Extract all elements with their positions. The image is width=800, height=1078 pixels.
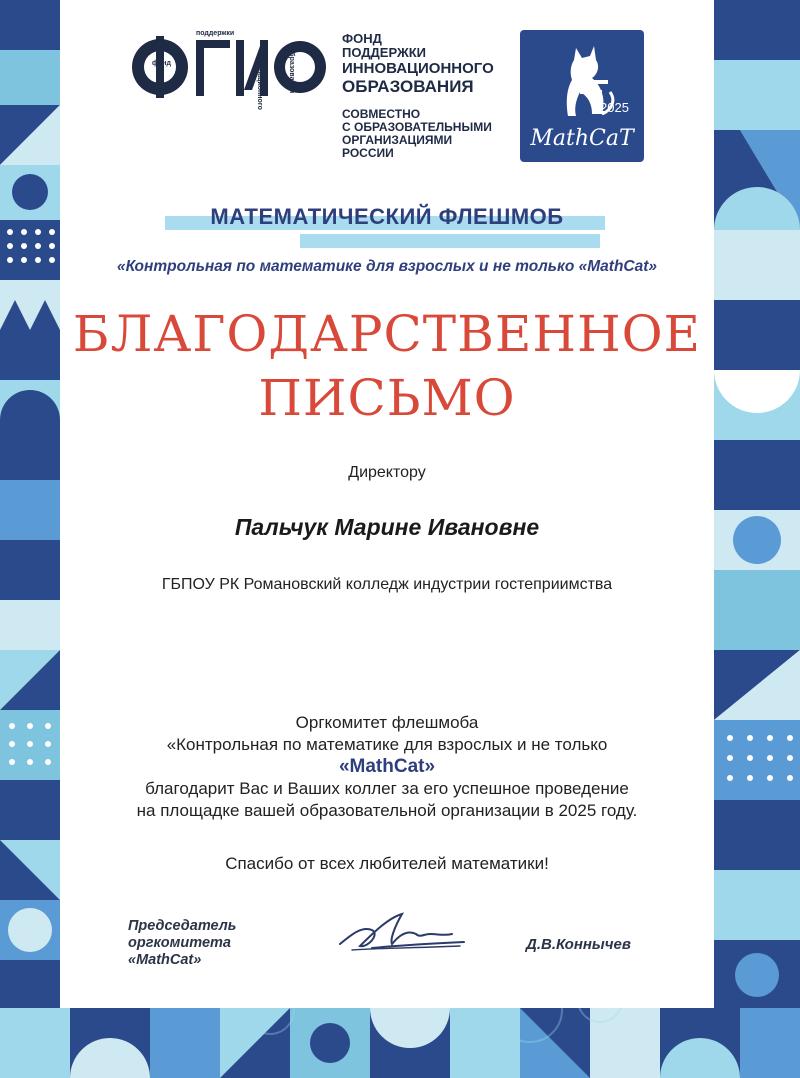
body-line-5: на площадке вашей образовательной организации в 2025 году. [136, 801, 638, 820]
left-border-pattern [0, 0, 60, 1010]
subtitle-band [300, 234, 600, 248]
signature-role-line-1: Председатель [128, 918, 237, 934]
logo-arc-top: поддержки [196, 30, 235, 37]
fund-line-4: ОБРАЗОВАНИЯ [342, 77, 474, 96]
fund-line-2: ПОДДЕРЖКИ [342, 45, 427, 60]
body-line-2: «Контрольная по математике для взрослых и не только [166, 735, 608, 754]
document-title-line-1: БЛАГОДАРСТВЕННОЕ [72, 305, 702, 363]
fund-line-1: ФОНД [342, 31, 382, 46]
handwritten-signature [332, 904, 472, 960]
mathcat-name: MathCaT [530, 126, 634, 151]
partner-line-3: ОРГАНИЗАЦИЯМИ [342, 133, 453, 147]
event-title: МАТЕМАТИЧЕСКИЙ ФЛЕШМОБ [210, 204, 564, 229]
partner-text [342, 108, 492, 160]
signature-role [128, 918, 236, 969]
document-title-line-2: ПИСЬМО [258, 369, 516, 427]
fund-name [342, 32, 494, 96]
signer-name: Д.В.Коннычев [526, 936, 631, 953]
recipient-organization: ГБПОУ РК Романовский колледж индустрии гостеприимства [161, 576, 613, 593]
partner-line-1: СОВМЕСТНО [342, 107, 421, 121]
mathcat-emblem [520, 30, 644, 162]
thanks-line: Спасибо от всех любителей математики! [225, 854, 549, 873]
body-line-3: «MathCat» [338, 756, 436, 777]
signature-role-line-2: оргкомитета [128, 935, 231, 951]
letter-body [60, 712, 714, 822]
signature-role-line-3: «MathCat» [128, 952, 202, 968]
recipient-name: Пальчук Марине Ивановне [234, 514, 540, 540]
body-line-1: Оргкомитет флешмоба [295, 713, 479, 732]
logo-arc-left: фонд [152, 60, 171, 67]
recipient-position: Директору [348, 464, 426, 481]
mathcat-year: 2025 [600, 100, 629, 115]
fund-line-3: ИННОВАЦИОННОГО [342, 60, 494, 77]
right-border-pattern [714, 0, 800, 1010]
partner-line-2: С ОБРАЗОВАТЕЛЬНЫМИ [342, 120, 492, 134]
fgio-logo [128, 34, 328, 100]
bottom-border-pattern [0, 1008, 800, 1078]
partner-line-4: РОССИИ [342, 146, 394, 160]
logo-arc-bottom: образования [288, 48, 295, 94]
certificate-sheet [60, 8, 714, 1008]
event-subtitle: «Контрольная по математике для взрослых и не только «MathCat» [116, 258, 658, 275]
logo-arc-right: инновационного [256, 52, 263, 110]
body-line-4: благодарит Вас и Ваших коллег за его успешное проведение [145, 779, 629, 798]
